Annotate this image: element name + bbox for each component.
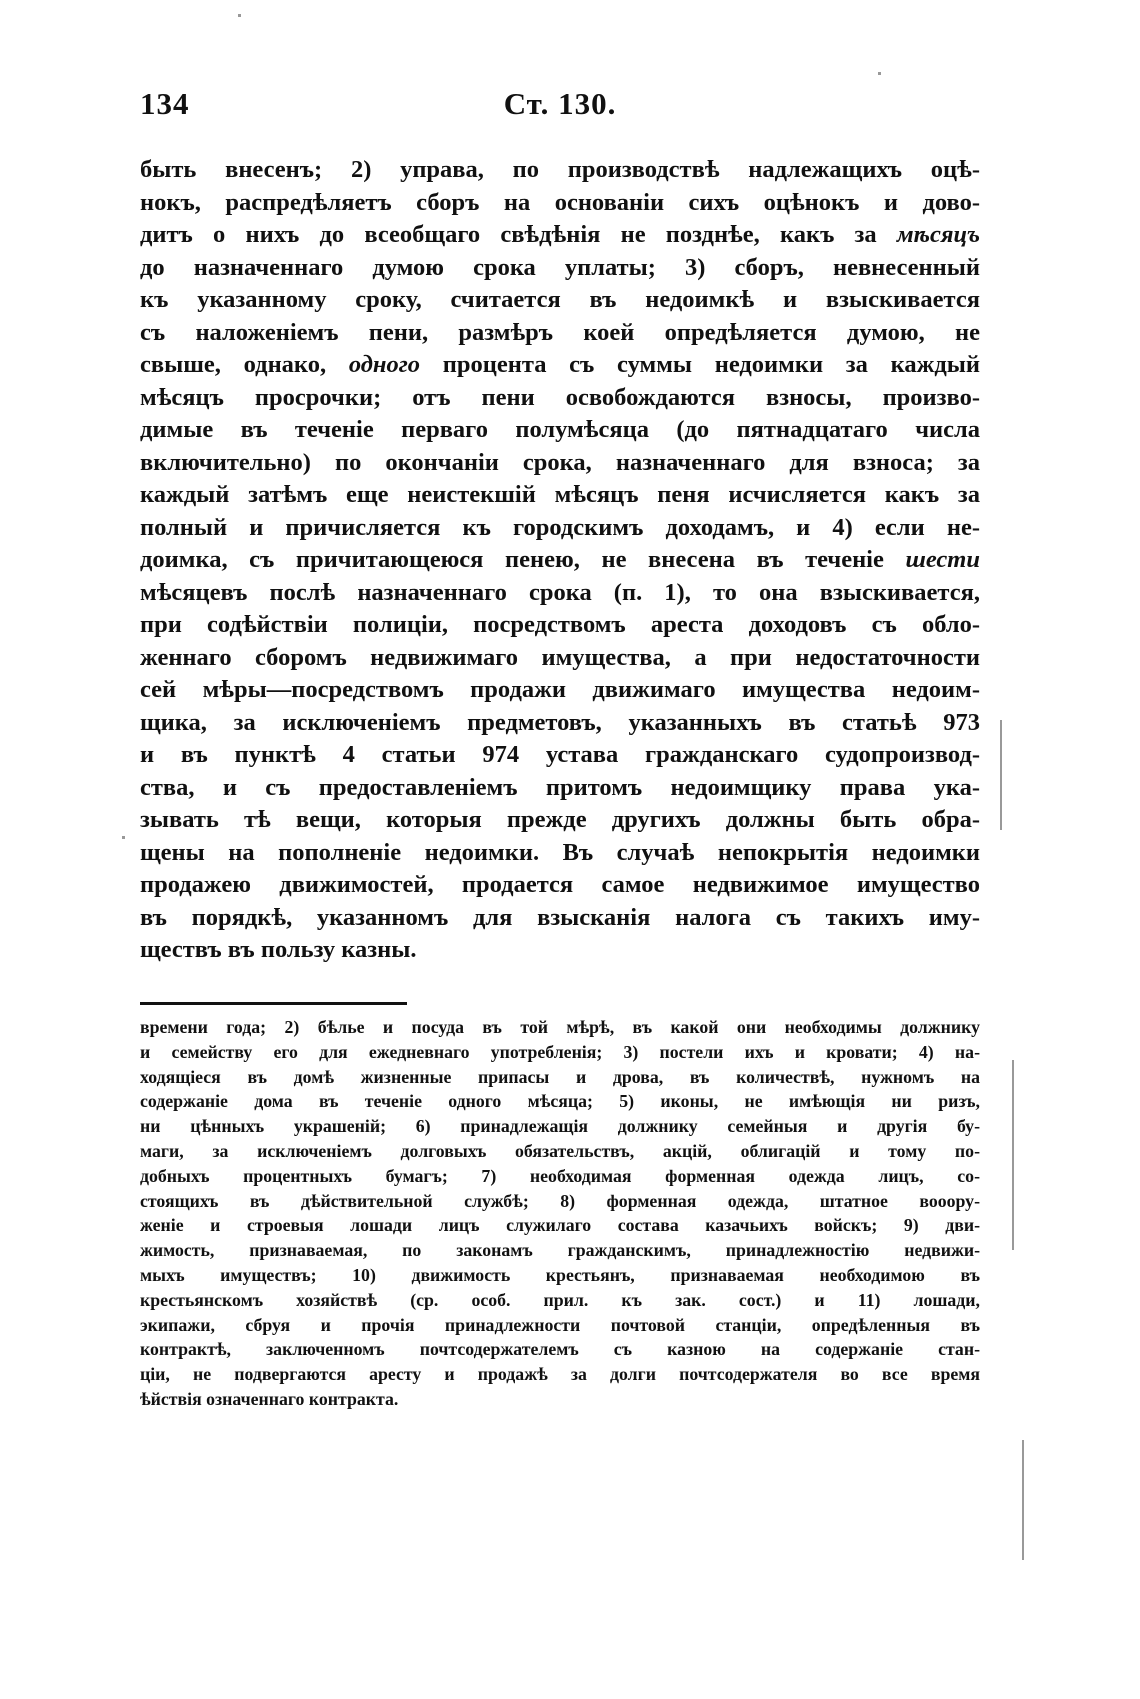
footnote-line: содержаніе дома въ теченіе одного мѣсяца; 5) иконы, не имѣющія ни ризъ,: [140, 1091, 980, 1112]
text-line: [140, 577, 980, 610]
text-line: [140, 187, 980, 220]
text-segment: ства, и съ предоставленіемъ притомъ недоимщику права ука-: [140, 773, 980, 801]
footnote-separator-rule: [140, 1002, 407, 1005]
text-segment: свыше, однако,: [140, 351, 349, 378]
scan-margin-dot: [878, 72, 881, 75]
text-segment: щика, за исключеніемъ предметовъ, указанныхъ въ статьѣ 973: [140, 708, 980, 736]
footnote-line: добныхъ процентныхъ бумагъ; 7) необходимая форменная одежда лицъ, со-: [140, 1165, 980, 1186]
footnote-line: мыхъ имуществъ; 10) движимость крестьянъ, признаваемая необходимою въ: [140, 1264, 980, 1285]
scan-margin-mark: [1022, 1440, 1024, 1560]
text-line: [140, 284, 980, 317]
text-segment: въ порядкѣ, указанномъ для взысканія налога съ такихъ иму-: [140, 903, 980, 931]
text-segment: доимка, съ причитающеюся пенею, не внесена въ теченіе: [140, 546, 906, 573]
text-line: [140, 837, 980, 870]
text-segment: женнаго сборомъ недвижимаго имущества, а при недостаточности: [140, 643, 980, 671]
scan-margin-mark: [1000, 720, 1002, 830]
text-segment: процента съ суммы недоимки за каждый: [420, 351, 981, 378]
text-line: [140, 869, 980, 902]
footnote-line: ходящіеся въ домѣ жизненные припасы и дрова, въ количествѣ, нужномъ на: [140, 1066, 980, 1087]
text-line: [140, 739, 980, 772]
emphasized-word: мѣсяцъ: [896, 221, 980, 248]
text-segment: ществъ въ пользу казны.: [140, 936, 417, 963]
text-segment: нокъ, распредѣляетъ сборъ на основаніи сихъ оцѣнокъ и дово-: [140, 188, 980, 216]
text-line: [140, 902, 980, 935]
page-number: 134: [140, 86, 190, 121]
scan-margin-mark: [1012, 1060, 1014, 1250]
text-line: [140, 934, 980, 967]
text-line: [140, 609, 980, 642]
text-line: [140, 674, 980, 707]
page-header: [140, 86, 980, 130]
text-line: [140, 512, 980, 545]
footnote-line: маги, за исключеніемъ долговыхъ обязательствъ, акцій, облигацій и тому по-: [140, 1140, 980, 1161]
text-segment: мѣсяцевъ послѣ назначеннаго срока (п. 1), то она взыскивается,: [140, 578, 980, 606]
text-line: [140, 154, 980, 187]
text-segment: димые въ теченіе перваго полумѣсяца (до пятнадцатаго числа: [140, 416, 980, 443]
text-line: [140, 479, 980, 512]
text-segment: съ наложеніемъ пени, размѣръ коей опредѣляется думою, не: [140, 318, 980, 346]
emphasized-word: одного: [348, 351, 421, 378]
footnote-line: и семейству его для ежедневнаго употребленія; 3) постели ихъ и кровати; 4) на-: [140, 1041, 980, 1062]
scan-margin-dot: [122, 836, 125, 839]
footnote-line: времени года; 2) бѣлье и посуда въ той мѣрѣ, въ какой они необходимы должнику: [140, 1017, 980, 1037]
scan-margin-dot: [238, 14, 241, 17]
text-segment: и въ пунктѣ 4 статьи 974 устава гражданскаго судопроизвод-: [140, 741, 980, 768]
footnote-line: экипажи, сбруя и прочія принадлежности почтовой станціи, опредѣленныя въ: [140, 1314, 980, 1335]
footnote-line: крестьянскомъ хозяйствѣ (ср. особ. прил. къ зак. сост.) и 11) лошади,: [140, 1289, 980, 1310]
text-segment: къ указанному сроку, считается въ недоимкѣ и взыскивается: [140, 286, 980, 313]
text-segment: быть внесенъ; 2) управа, по производствѣ надлежащихъ оцѣ-: [140, 156, 980, 183]
text-line: [140, 219, 980, 252]
text-segment: продажею движимостей, продается самое недвижимое имущество: [140, 871, 980, 898]
text-line: [140, 642, 980, 675]
text-line: [140, 447, 980, 480]
text-segment: сей мѣры—посредствомъ продажи движимаго имущества недоим-: [140, 676, 980, 703]
text-line: [140, 804, 980, 837]
footnote-line: ни цѣнныхъ украшеній; 6) принадлежащія должнику семейныя и другія бу-: [140, 1116, 980, 1137]
text-line: [140, 772, 980, 805]
footnote-line: ціи, не подвергаются аресту и продажѣ за долги почтсодержателя во все время: [140, 1364, 980, 1385]
main-text-block: [140, 154, 980, 967]
footnote-line: жимость, признаваемая, по законамъ гражданскимъ, принадлежностію недвижи-: [140, 1240, 980, 1261]
text-segment: каждый затѣмъ еще неистекшій мѣсяцъ пеня исчисляется какъ за: [140, 481, 980, 508]
text-segment: дитъ о нихъ до всеобщаго свѣдѣнія не позднѣе, какъ за: [140, 221, 897, 248]
footnote-line: ѣйствія означеннаго контракта.: [140, 1388, 399, 1409]
text-line: [140, 252, 980, 285]
text-line: [140, 349, 980, 382]
text-line: [140, 544, 980, 577]
text-line: [140, 382, 980, 415]
text-line: [140, 707, 980, 740]
text-line: [140, 414, 980, 447]
footnote-block: [140, 1015, 980, 1412]
footnote-line: контрактѣ, заключенномъ почтсодержателемъ съ казною на содержаніе стан-: [140, 1339, 980, 1360]
running-head: Ст. 130.: [503, 86, 617, 121]
text-segment: щены на пополненіе недоимки. Въ случаѣ непокрытія недоимки: [140, 838, 980, 866]
text-segment: полный и причисляется къ городскимъ доходамъ, и 4) если не-: [140, 513, 980, 541]
text-segment: зывать тѣ вещи, которыя прежде другихъ должны быть обра-: [140, 806, 980, 833]
text-segment: при содѣйствіи полиціи, посредствомъ ареста доходовъ съ обло-: [140, 611, 980, 638]
footnote-line: женіе и строевыя лошади лицъ служилаго состава казачьихъ войскъ; 9) дви-: [140, 1215, 980, 1236]
text-segment: до назначеннаго думою срока уплаты; 3) сборъ, невнесенный: [140, 253, 980, 281]
footnote-line: стоящихъ въ дѣйствительной службѣ; 8) форменная одежда, штатное вооору-: [140, 1190, 980, 1211]
text-segment: мѣсяцъ просрочки; отъ пени освобождаются взносы, произво-: [140, 383, 980, 411]
text-line: [140, 317, 980, 350]
text-segment: включительно) по окончаніи срока, назначеннаго для взноса; за: [140, 448, 980, 476]
emphasized-word: шести: [905, 546, 980, 573]
